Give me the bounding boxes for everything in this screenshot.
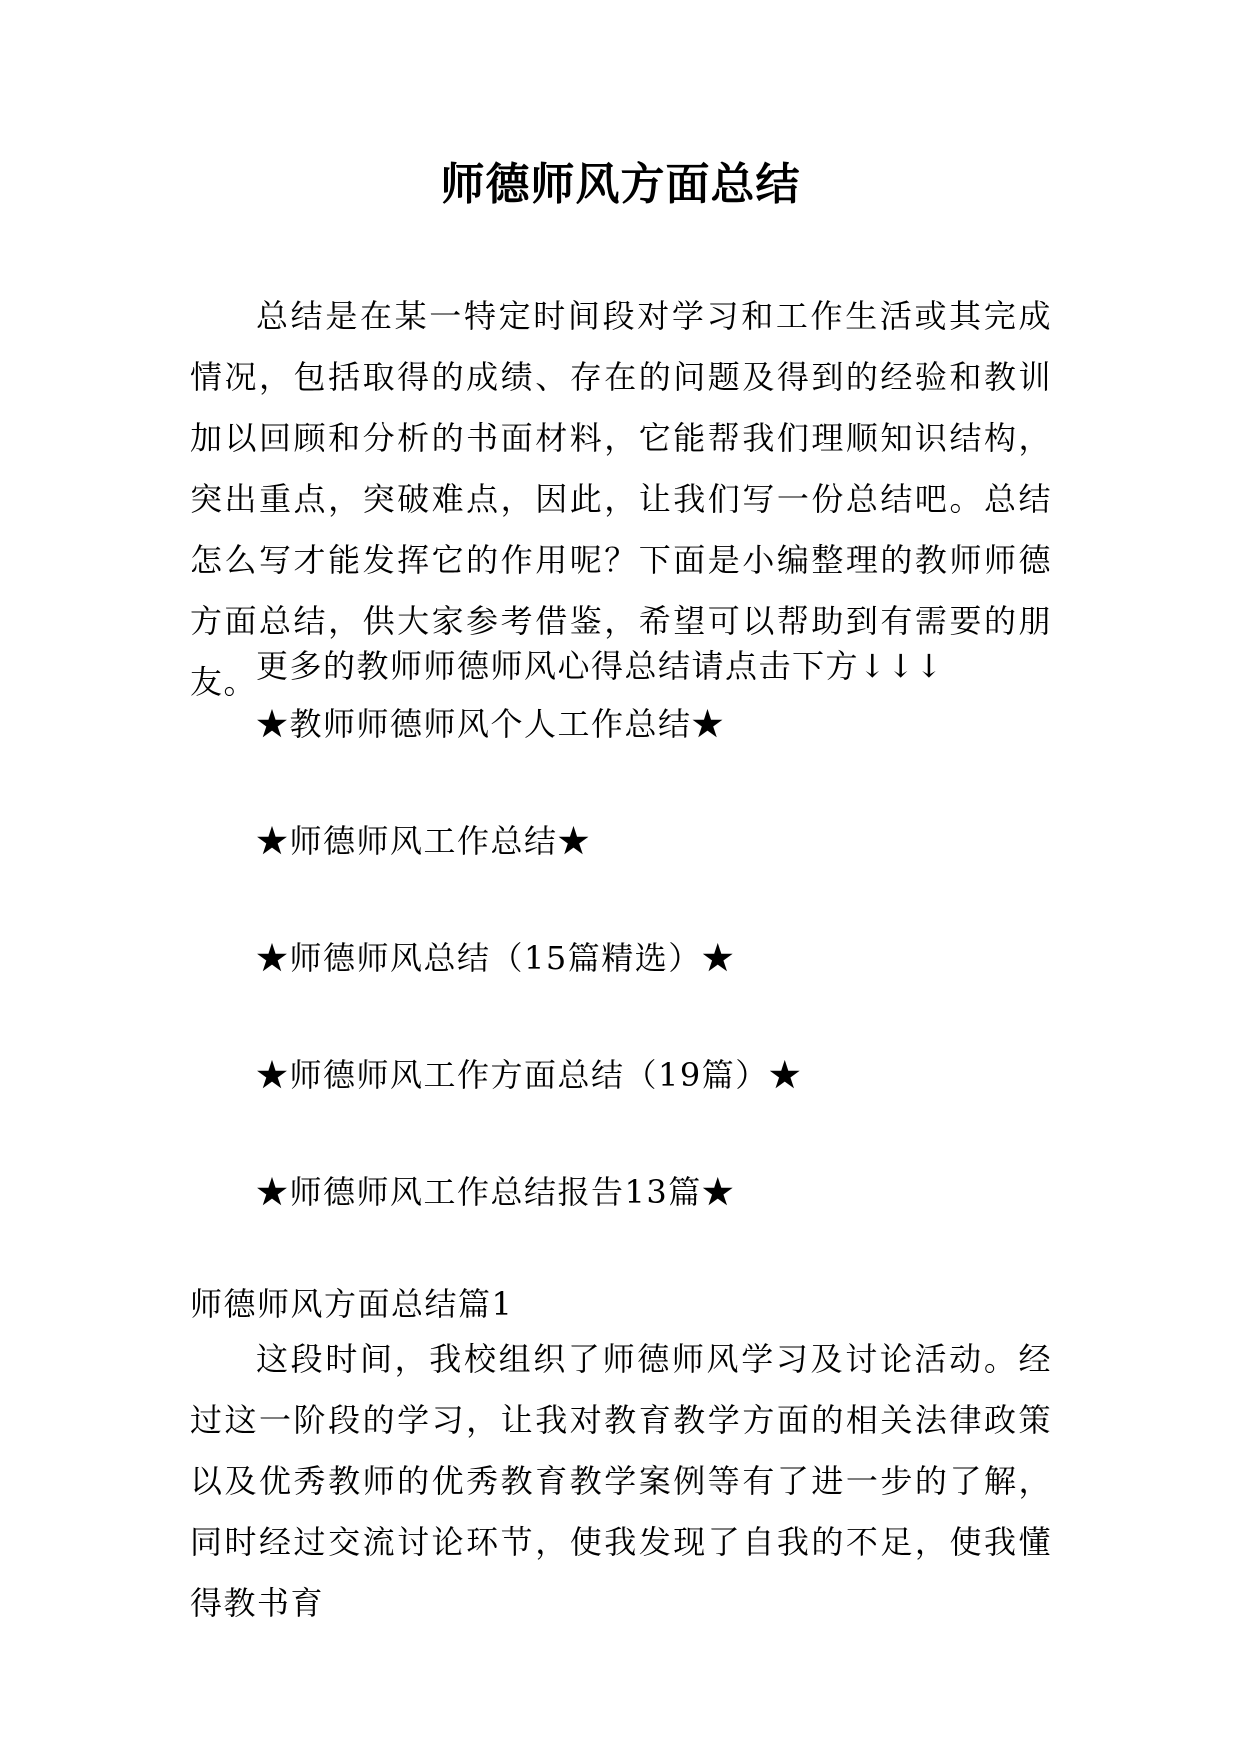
- section-heading: 师德师风方面总结篇1: [190, 1285, 514, 1323]
- more-summaries-line: 更多的教师师德师风心得总结请点击下方↓↓↓: [256, 647, 944, 685]
- document-title: 师德师风方面总结: [440, 159, 801, 210]
- related-link-work-summary[interactable]: ★师德师风工作总结★: [256, 822, 592, 860]
- related-link-work-aspect-summary-19[interactable]: ★师德师风工作方面总结（19篇）★: [256, 1056, 803, 1094]
- related-link-summary-15[interactable]: ★师德师风总结（15篇精选）★: [256, 939, 736, 977]
- related-link-teacher-personal-summary[interactable]: ★教师师德师风个人工作总结★: [256, 705, 726, 743]
- intro-paragraph: 总结是在某一特定时间段对学习和工作生活或其完成情况，包括取得的成绩、存在的问题及得到的经验和教训加以回顾和分析的书面材料，它能帮我们理顺知识结构，突出重点，突破难点，因此，让我们写一份总结吧。总结怎么写才能发挥它的作用呢？下面是小编整理的教师师德方面总结，供大家参考借鉴，希望可以帮助到有需要的朋友。: [190, 297, 1052, 701]
- section-1-paragraph: 这段时间，我校组织了师德师风学习及讨论活动。经过这一阶段的学习，让我对教育教学方面的相关法律政策以及优秀教师的优秀教育教学案例等有了进一步的了解，同时经过交流讨论环节，使我发现了自我的不足，使我懂得教书育: [190, 1340, 1052, 1622]
- related-link-work-report-13[interactable]: ★师德师风工作总结报告13篇★: [256, 1173, 736, 1211]
